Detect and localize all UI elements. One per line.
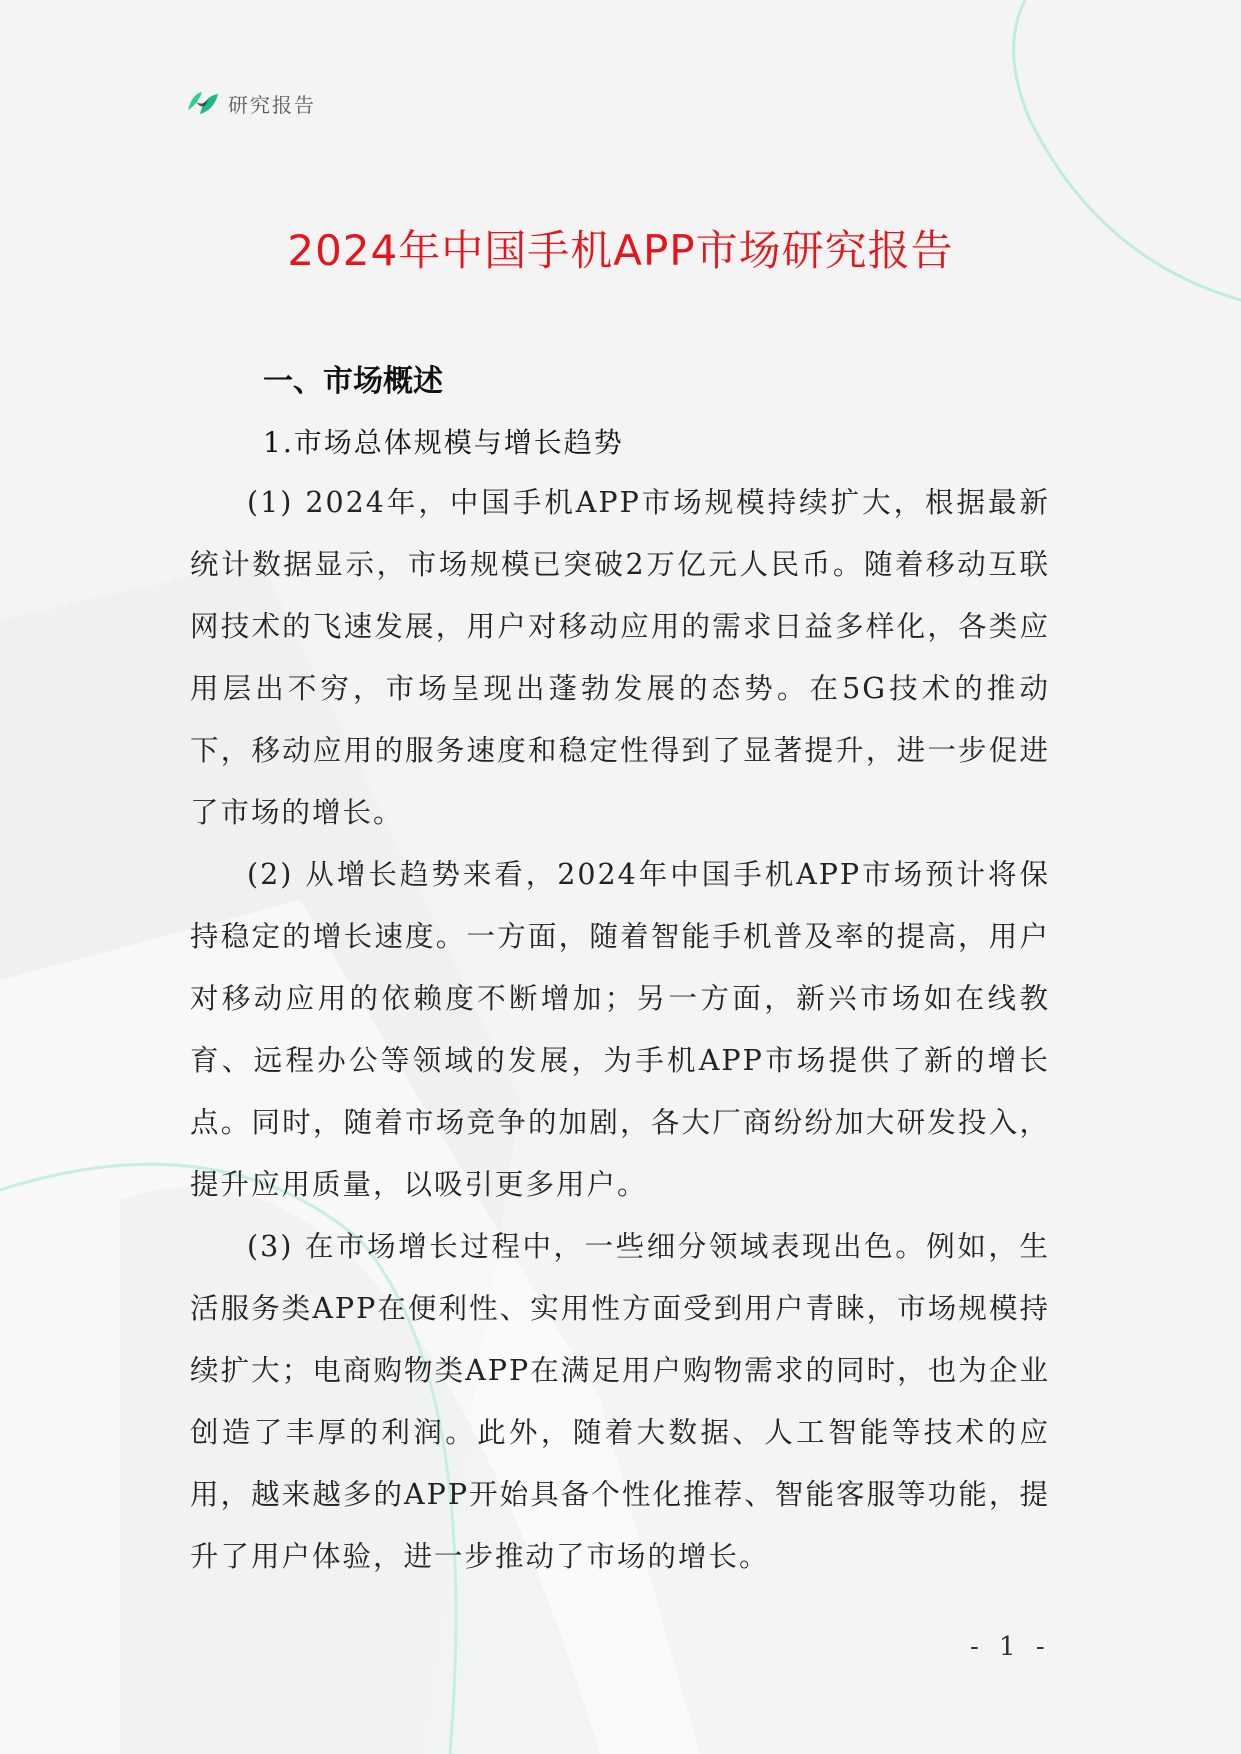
section-subheading: 1.市场总体规模与增长趋势 <box>263 426 624 459</box>
paragraph-3: (3) 在市场增长过程中，一些细分领域表现出色。例如，生活服务类APP在便利性、实用性方面受到用户青睐，市场规模持续扩大；电商购物类APP在满足用户购物需求的同时，也为企业创造了丰厚的利润。此外，随着大数据、人工智能等技术的应用，越来越多的APP开始具备个性化推荐、智能客服等功能，提升了用户体验，进一步推动了市场的增长。 <box>190 1230 1050 1573</box>
brand-text: 研究报告 <box>228 92 316 117</box>
section-heading: 一、市场概述 <box>263 364 443 399</box>
document-title: 2024年中国手机APP市场研究报告 <box>287 226 954 275</box>
body-text <box>190 472 1050 1588</box>
paragraph-1: (1) 2024年，中国手机APP市场规模持续扩大，根据最新统计数据显示，市场规模已突破2万亿元人民币。随着移动互联网技术的飞速发展，用户对移动应用的需求日益多样化，各类应用层出不穷，市场呈现出蓬勃发展的态势。在5G技术的推动下，移动应用的服务速度和稳定性得到了显著提升，进一步促进了市场的增长。 <box>190 486 1050 829</box>
leaf-logo-icon <box>186 88 220 118</box>
brand-header <box>186 88 316 118</box>
paragraph-2: (2) 从增长趋势来看，2024年中国手机APP市场预计将保持稳定的增长速度。一方面，随着智能手机普及率的提高，用户对移动应用的依赖度不断增加；另一方面，新兴市场如在线教育、远程办公等领域的发展，为手机APP市场提供了新的增长点。同时，随着市场竞争的加剧，各大厂商纷纷加大研发投入，提升应用质量，以吸引更多用户。 <box>190 858 1050 1201</box>
page-number: - 1 - <box>970 1632 1051 1662</box>
